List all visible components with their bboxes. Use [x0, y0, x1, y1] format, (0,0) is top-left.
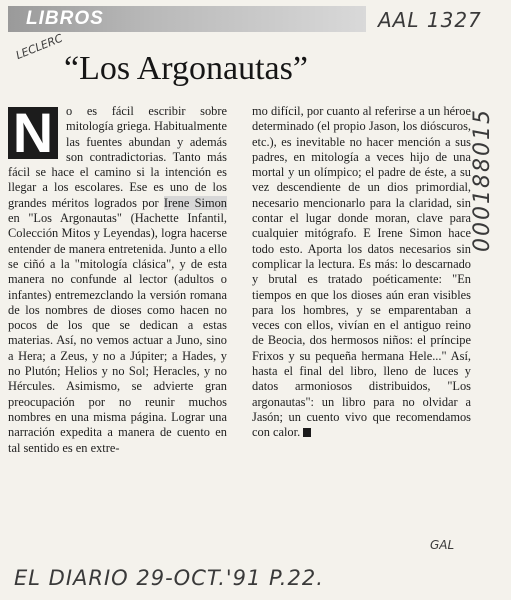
body-right-text: mo difícil, por cuanto al referirse a un héroe determinado (el propio Jason, los dióscuros, etc.), es inevitable no hacer mención a sus padres, en mitología a veces hijo de una mortal y un olímpico; el padre de éste, a su vez descendiente de un dios primordial, necesario mencionarlo para la claridad, sin contar el lugar donde moran, clave para cualquier mitógrafo. E Irene Simon hace todo esto. Aporta los datos necesarios sin complicar la lectura. Es más: lo descarnado y brutal es tratado poéticamente: "En tiempos en que los dioses aún eran visibles para los hombres, y se emparentaban a veces con ellos, vivían en el antiguo reino de Beocia, dos hermosos niños: el príncipe Frixos y su pequeña hermana Hele..." Así, hasta el final del libro, lleno de luces y datos armoniosos distribuidos, "Los argonautas": un libro para no olvidar a Jasón; un cuento vivo que recomendamos con calor. — [252, 104, 471, 440]
article-column-right — [252, 104, 471, 528]
article-body-right — [252, 104, 471, 441]
body-continuation: en "Los Argonautas" (Hachette Infantil, Colección Mitos y Leyendas), logra hacerse entender de manera entretenida. Junto a ello se ciñó a la "mitología clásica", y de esta manera no confunde al lector (adultos o infantes) entremezclando la versión romana de los nombres de dioses como hacen no pocos de los que se dedican a estas materias. Así, no vemos actuar a Juno, sino a Hera; a Zeus, y no a Júpiter; a Hades, y no Plutón; Helios y no Sol; Heracles, y no Hércules. Asimismo, se advierte gran preocupación por no reunir muchos nombres en una misma página. Lograr una narración expedita a manera de cuento en tal sentido es en extre- — [8, 211, 227, 455]
article-column-left — [8, 104, 227, 549]
handwritten-initials: GAL — [430, 538, 455, 552]
highlighted-author-name: Irene Simon — [163, 195, 227, 210]
handwritten-vertical-id: 000188015 — [470, 108, 495, 252]
handwritten-catalog-code: AAL 1327 — [378, 8, 482, 32]
body-lead: o es fácil escribir sobre mitología griega. Habitualmente las fuentes abundan y además son contradictorias. Tanto más fácil se hace el camino si la intención es llegar a los escolares. Ese es uno de los grandes méritos logrados por — [8, 104, 227, 210]
handwritten-author-note: LECLERC — [14, 31, 65, 63]
drop-cap: N — [8, 107, 58, 159]
end-of-article-mark — [303, 428, 311, 437]
section-label: LIBROS — [26, 8, 104, 29]
handwritten-source-date: EL DIARIO 29-OCT.'91 P.22. — [14, 566, 324, 590]
article-title: “Los Argonautas” — [64, 50, 308, 87]
